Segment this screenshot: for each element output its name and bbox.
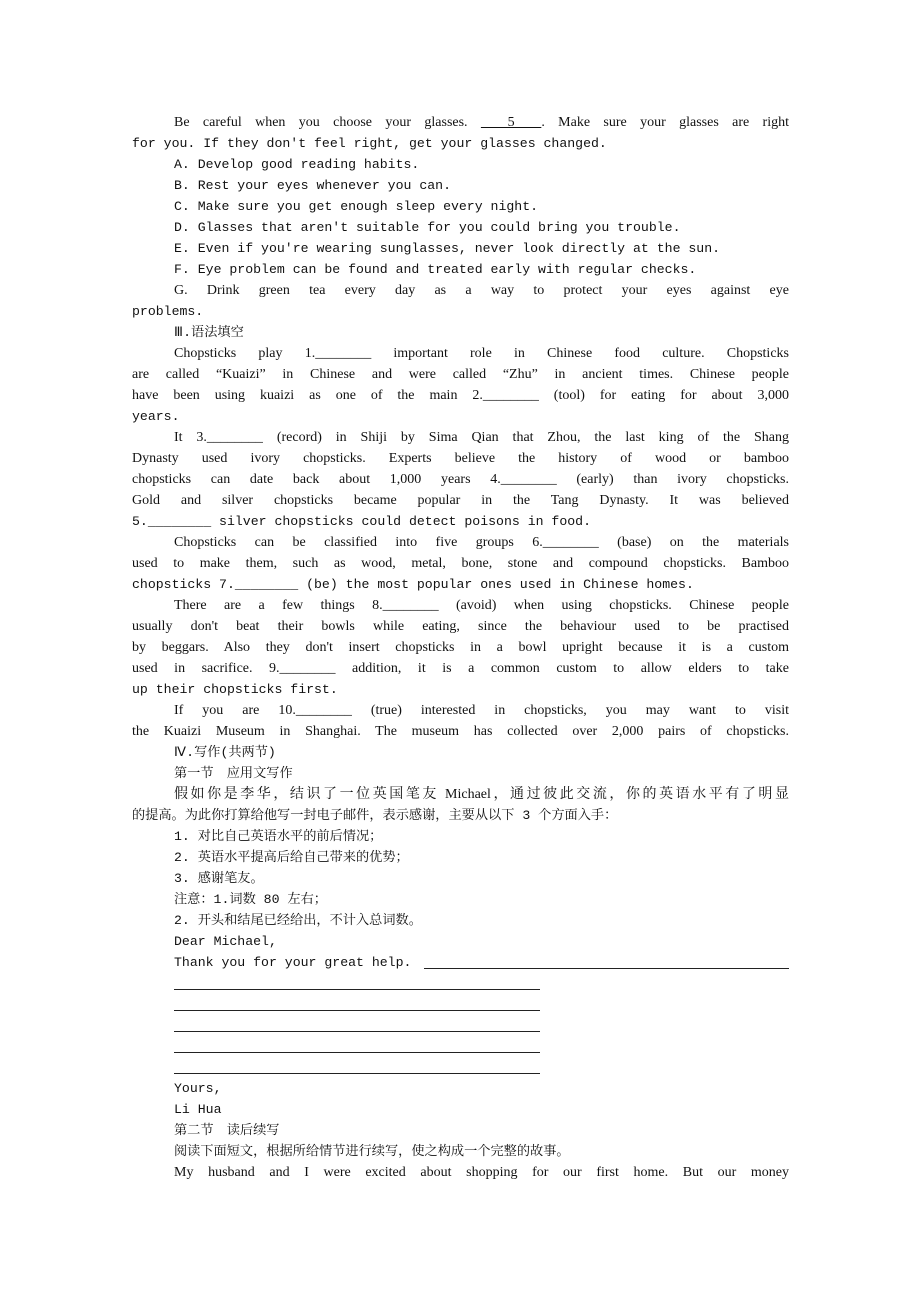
text-line: There are a few things 8.________ (avoid) when using chopsticks. Chinese people (174, 598, 789, 613)
text-line: Li Hua (174, 1102, 222, 1117)
text-line: 的提高。为此你打算给他写一封电子邮件，表示感谢，主要从以下 3 个方面入手： (132, 808, 618, 823)
text-line: 第一节 应用文写作 (174, 766, 293, 781)
text-line: Ⅳ.写作(共两节) (174, 745, 276, 760)
text-line: chopsticks 7.________ (be) the most popular ones used in Chinese homes. (132, 577, 694, 592)
text-line: problems. (132, 304, 204, 319)
text-line (132, 112, 789, 133)
writing-line (132, 1036, 789, 1057)
text-fragment: . Make sure your glasses are right (541, 115, 790, 130)
text-line: chopsticks can date back about 1,000 years 4.________ (early) than ivory chopsticks. (132, 472, 789, 487)
text-line: E. Even if you're wearing sunglasses, never look directly at the sun. (174, 241, 721, 256)
text-line: usually don't beat their bowls while eating, since the behaviour used to be practised (132, 619, 789, 634)
text-line: It 3.________ (record) in Shiji by Sima Qian that Zhou, the last king of the Shang (174, 430, 789, 445)
text-line: 2. 英语水平提高后给自己带来的优势； (174, 850, 409, 865)
text-line: for you. If they don't feel right, get your glasses changed. (132, 136, 607, 151)
text-line: Yours, (174, 1081, 222, 1096)
text-line: used in sacrifice. 9.________ addition, it is a common custom to allow elders to take (132, 661, 789, 676)
text-line: up their chopsticks first. (132, 682, 338, 697)
text-line: Dear Michael, (174, 934, 277, 949)
text-line: C. Make sure you get enough sleep every night. (174, 199, 539, 214)
answer-underline (174, 1038, 540, 1053)
answer-underline (174, 975, 540, 990)
text-line: 阅读下面短文，根据所给情节进行续写，使之构成一个完整的故事。 (174, 1144, 570, 1159)
writing-line (132, 1015, 789, 1036)
answer-underline (174, 1017, 540, 1032)
text-line: F. Eye problem can be found and treated early with regular checks. (174, 262, 697, 277)
answer-underline (174, 996, 540, 1011)
text-line: My husband and I were excited about shopping for our first home. But our money (174, 1165, 789, 1180)
text-line: Chopsticks can be classified into five groups 6.________ (base) on the materials (174, 535, 789, 550)
text-line: the Kuaizi Museum in Shanghai. The museum has collected over 2,000 pairs of chopsticks. (132, 724, 789, 739)
answer-underline (424, 954, 789, 969)
writing-start-line (132, 952, 789, 973)
text-line: 2. 开头和结尾已经给出，不计入总词数。 (174, 913, 422, 928)
text-fragment: Thank you for your great help. (174, 955, 412, 970)
text-line: Gold and silver chopsticks became popular in the Tang Dynasty. It was believed (132, 493, 789, 508)
text-line: 1. 对比自己英语水平的前后情况； (174, 829, 383, 844)
text-line: have been using kuaizi as one of the main 2.________ (tool) for eating for about 3,000 (132, 388, 789, 403)
text-line: 第二节 读后续写 (174, 1123, 280, 1138)
text-line: by beggars. Also they don't insert chopsticks in a bowl upright because it is a custom (132, 640, 789, 655)
writing-line (132, 994, 789, 1015)
text-line: Dynasty used ivory chopsticks. Experts believe the history of wood or bamboo (132, 451, 789, 466)
text-line: 3. 感谢笔友。 (174, 871, 264, 886)
writing-line (132, 973, 789, 994)
text-line: Ⅲ.语法填空 (174, 325, 244, 340)
text-line: Chopsticks play 1.________ important role in Chinese food culture. Chopsticks (174, 346, 789, 361)
text-line: A. Develop good reading habits. (174, 157, 420, 172)
text-line: G. Drink green tea every day as a way to protect your eyes against eye (174, 283, 789, 298)
text-line: used to make them, such as wood, metal, bone, stone and compound chopsticks. Bamboo (132, 556, 789, 571)
text-fragment: Be careful when you choose your glasses. (174, 115, 481, 130)
text-line: If you are 10.________ (true) interested in chopsticks, you may want to visit (174, 703, 789, 718)
text-line: B. Rest your eyes whenever you can. (174, 178, 451, 193)
text-line: D. Glasses that aren't suitable for you could bring you trouble. (174, 220, 681, 235)
answer-blank: 5 (480, 115, 542, 130)
writing-line (132, 1057, 789, 1078)
text-line: are called “Kuaizi” in Chinese and were called “Zhu” in ancient times. Chinese people (132, 367, 789, 382)
answer-underline (174, 1059, 540, 1074)
text-line: 假如你是李华，结识了一位英国笔友 Michael，通过彼此交流，你的英语水平有了明显 (174, 787, 789, 802)
text-line: 5.________ silver chopsticks could detect poisons in food. (132, 514, 591, 529)
text-line: 注意：1.词数 80 左右； (174, 892, 327, 907)
text-line: years. (132, 409, 180, 424)
document-page (132, 112, 789, 1183)
